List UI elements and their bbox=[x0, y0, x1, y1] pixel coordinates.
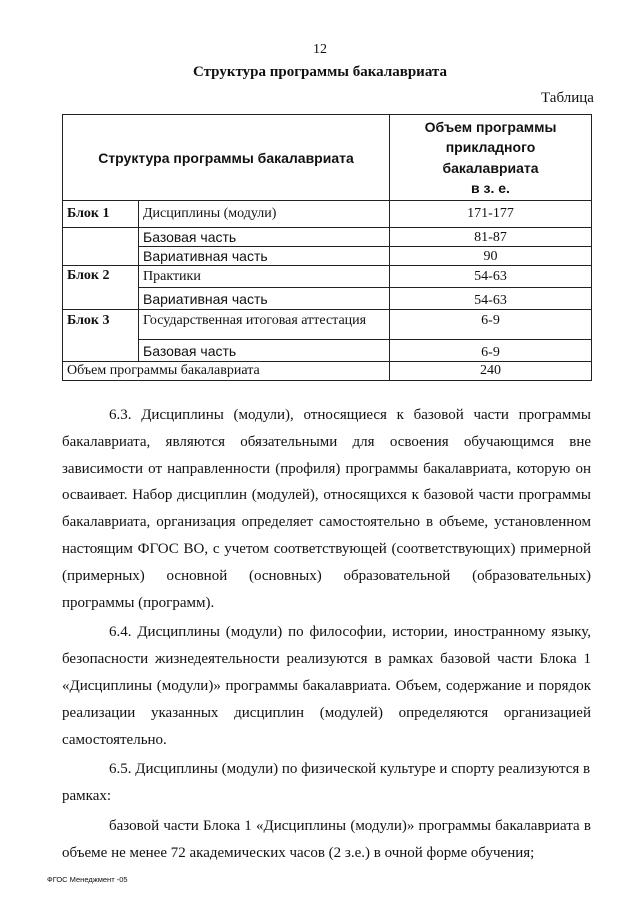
row-value-cell: 54-63 bbox=[390, 288, 592, 310]
block-empty-cell bbox=[63, 228, 139, 266]
table-row bbox=[63, 201, 592, 228]
row-name-cell: Государственная итоговая аттестация bbox=[139, 310, 390, 340]
total-label-cell: Объем программы бакалавриата bbox=[63, 362, 390, 381]
header-volume-line: в з. е. bbox=[471, 179, 510, 196]
row-name-cell: Вариативная часть bbox=[139, 288, 390, 310]
row-name-cell: Вариативная часть bbox=[139, 247, 390, 266]
row-value-cell: 54-63 bbox=[390, 266, 592, 288]
paragraph-6-3: 6.3. Дисциплины (модули), относящиеся к базовой части программы бакалавриата, являются обязательными для освоения обучающимся вне зависимости от направленности (профиля) программы бакалавриата, которую он осваивает. Набор дисциплин (модулей), относящихся к базовой части программы бакалавриата, организация определяет самостоятельно в объеме, установленном настоящим ФГОС ВО, с учетом соответствующей (соответствующих) примерной (примерных) основной (основных) образовательной (образовательных) программы (программ). bbox=[62, 407, 591, 611]
paragraph-6-5: 6.5. Дисциплины (модули) по физической культуре и спорту реализуются в рамках: bbox=[62, 761, 591, 805]
block-label-cell: Блок 1 bbox=[63, 201, 139, 228]
footer-label: ФГОС Менеджмент -05 bbox=[47, 875, 128, 884]
table-row bbox=[63, 310, 592, 340]
paragraph-6-4: 6.4. Дисциплины (модули) по философии, истории, иностранному языку, безопасности жизнедеятельности реализуются в рамках базовой части Блока 1 «Дисциплины (модули)» программы бакалавриата. Объем, содержание и порядок реализации указанных дисциплин (модулей) определяются организацией самостоятельно. bbox=[62, 624, 591, 748]
row-name-cell: Базовая часть bbox=[139, 228, 390, 247]
header-volume-line: бакалавриата bbox=[442, 159, 539, 176]
total-value-cell: 240 bbox=[390, 362, 592, 381]
row-value-cell: 171-177 bbox=[390, 201, 592, 228]
table-row bbox=[63, 228, 592, 247]
block-label-cell: Блок 2 bbox=[63, 266, 139, 310]
table-row bbox=[63, 266, 592, 288]
table-row bbox=[63, 340, 592, 362]
row-value-cell: 6-9 bbox=[390, 340, 592, 362]
page-title: Структура программы бакалавриата bbox=[193, 64, 447, 80]
paragraph-6-5-item: базовой части Блока 1 «Дисциплины (модули)» программы бакалавриата в объеме не менее 72 академических часов (2 з.е.) в очной форме обучения; bbox=[62, 817, 591, 861]
header-volume-cell bbox=[390, 115, 592, 201]
row-value-cell: 90 bbox=[390, 247, 592, 266]
row-name-cell: Базовая часть bbox=[139, 340, 390, 362]
row-name-cell: Практики bbox=[139, 266, 390, 288]
body-text bbox=[62, 402, 591, 867]
block-label-cell: Блок 3 bbox=[63, 310, 139, 362]
header-volume-line: Объем программы прикладного bbox=[424, 118, 557, 156]
table-caption: Таблица bbox=[541, 90, 594, 106]
page-number: 12 bbox=[313, 42, 327, 57]
table-row bbox=[63, 288, 592, 310]
row-name-cell: Дисциплины (модули) bbox=[139, 201, 390, 228]
structure-table bbox=[62, 114, 592, 381]
row-value-cell: 81-87 bbox=[390, 228, 592, 247]
table-total-row bbox=[63, 362, 592, 381]
row-value-cell: 6-9 bbox=[390, 310, 592, 340]
table-header-row bbox=[63, 115, 592, 201]
header-structure-cell: Структура программы бакалавриата bbox=[63, 115, 390, 201]
table-row bbox=[63, 247, 592, 266]
